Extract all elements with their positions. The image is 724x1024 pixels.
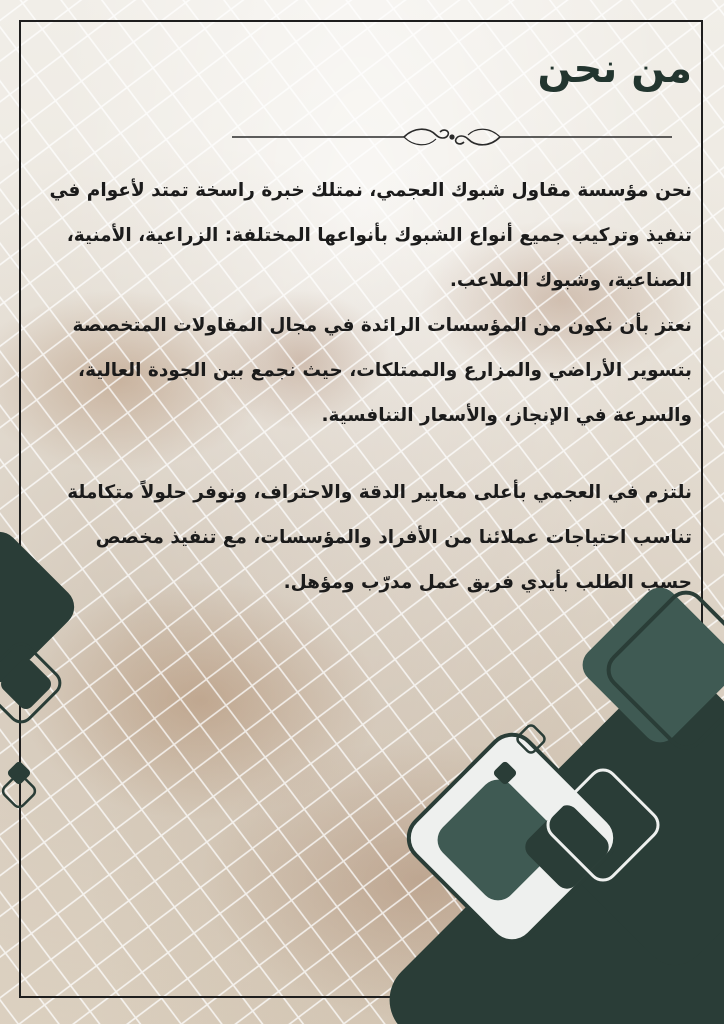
paragraph-commitment: نلتزم في العجمي بأعلى معايير الدقة والاحتراف، ونوفر حلولاً متكاملة تناسب احتياجات عملائنا من الأفراد والمؤسسات، مع تنفيذ مخصص حسب الطلب بأيدي فريق عمل مدرّب ومؤهل. — [67, 482, 692, 593]
paragraph-pride: نعتز بأن نكون من المؤسسات الرائدة في مجال المقاولات المتخصصة بتسوير الأراضي والمزارع والممتلكات، حيث نجمع بين الجودة العالية، والسرعة في الإنجاز، والأسعار التنافسية. — [72, 315, 692, 426]
right-shape-cluster — [373, 580, 724, 1024]
paragraph-about: نحن مؤسسة مقاول شبوك العجمي، نمتلك خبرة راسخة تمتد لأعوام في تنفيذ وتركيب جميع أنواع الشبوك بأنواعها المختلفة: الزراعية، الأمنية، الصناعية، وشبوك الملاعب. — [49, 180, 692, 291]
left-shape-cluster — [0, 524, 82, 810]
page-title: من نحن — [537, 46, 692, 92]
